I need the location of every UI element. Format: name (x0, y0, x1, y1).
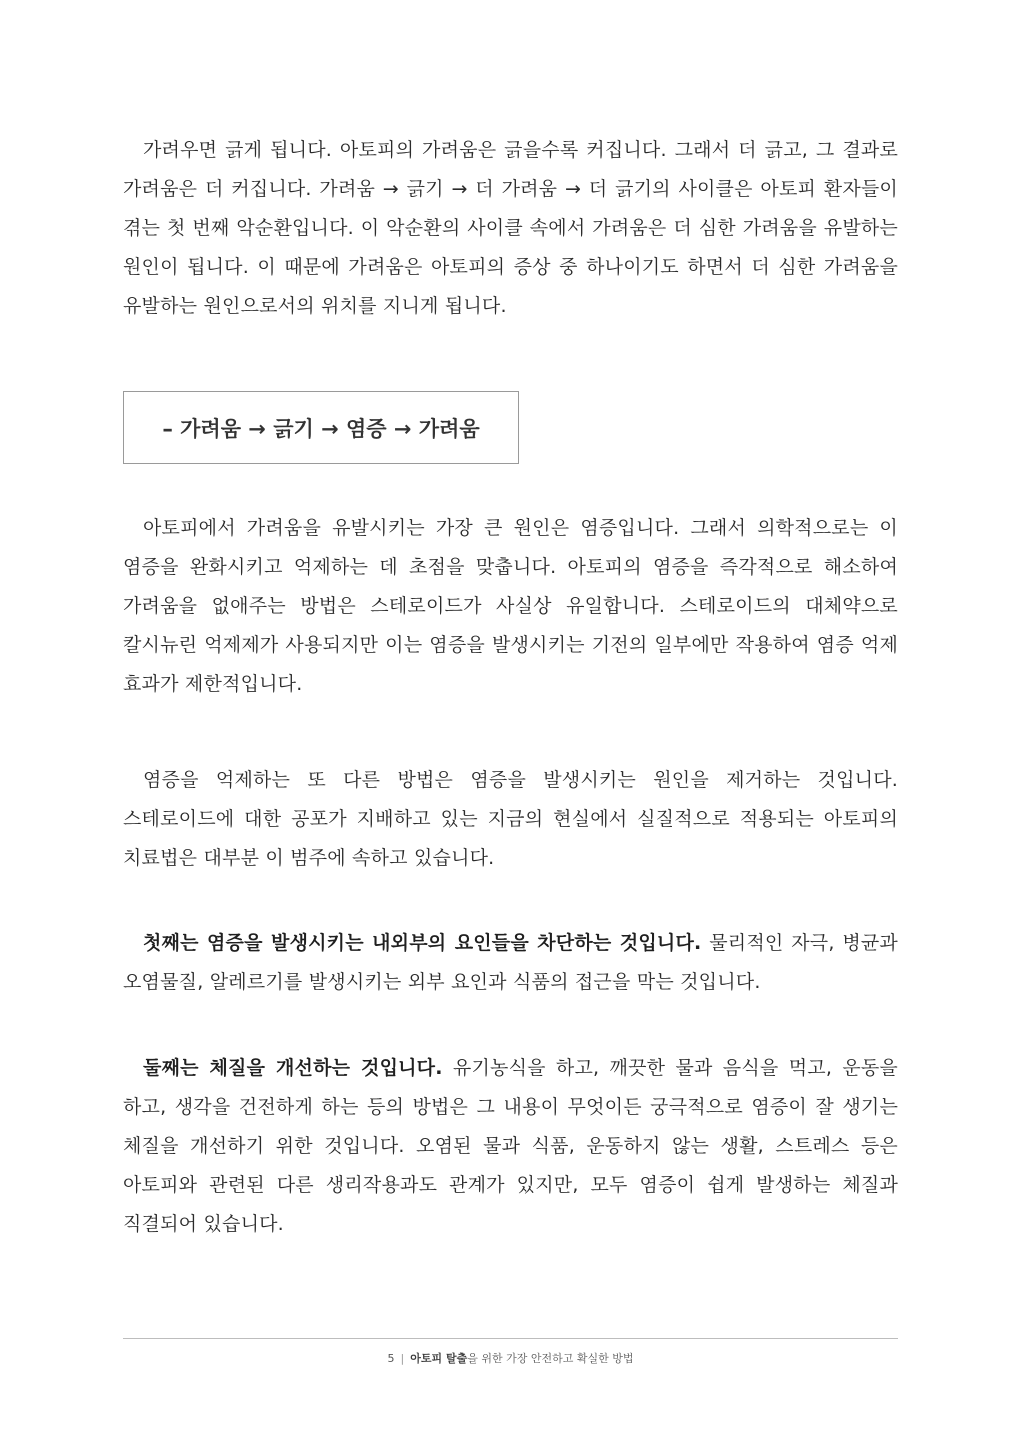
itch-cycle-box: – 가려움 → 긁기 → 염증 → 가려움 (123, 391, 519, 464)
footer-separator: | (400, 1352, 405, 1365)
page-footer (123, 1350, 898, 1366)
page-number: 5 (387, 1352, 395, 1365)
paragraph-second-method (123, 1049, 898, 1244)
footer-title-rest: 을 위한 가장 안전하고 확실한 방법 (467, 1352, 634, 1365)
paragraph-inflammation-cause: 아토피에서 가려움을 유발시키는 가장 큰 원인은 염증입니다. 그래서 의학적으로는 이 염증을 완화시키고 억제하는 데 초점을 맞춥니다. 아토피의 염증을 즉각적으로 해소하여 가려움을 없애주는 방법은 스테로이드가 사실상 유일합니다. 스테로이드의 대체약으로 칼시뉴린 억제제가 사용되지만 이는 염증을 발생시키는 기전의 일부에만 작용하여 염증 억제 효과가 제한적입니다. (123, 517, 898, 695)
first-method-heading: 첫째는 염증을 발생시키는 내외부의 요인들을 차단하는 것입니다. (143, 932, 702, 954)
first-method-text: 물리적인 자극, 병균과 오염물질, 알레르기를 발생시키는 외부 요인과 식품의 접근을 막는 것입니다. (123, 932, 898, 993)
paragraph-itch-cycle: 가려우면 긁게 됩니다. 아토피의 가려움은 긁을수록 커집니다. 그래서 더 긁고, 그 결과로 가려움은 더 커집니다. 가려움 → 긁기 → 더 가려움 → 더 긁기의 사이클은 아토피 환자들이 겪는 첫 번째 악순환입니다. 이 악순환의 사이클 속에서 가려움은 더 심한 가려움을 유발하는 원인이 됩니다. 이 때문에 가려움은 아토피의 증상 중 하나이기도 하면서 더 심한 가려움을 유발하는 원인으로서의 위치를 지니게 됩니다. (123, 139, 898, 317)
footer-divider (123, 1338, 898, 1339)
second-method-text: 유기농식을 하고, 깨끗한 물과 음식을 먹고, 운동을 하고, 생각을 건전하게 하는 등의 방법은 그 내용이 무엇이든 궁극적으로 염증이 잘 생기는 체질을 개선하기 위한 것입니다. 오염된 물과 식품, 운동하지 않는 생활, 스트레스 등은 아토피와 관련된 다른 생리작용과도 관계가 있지만, 모두 염증이 쉽게 발생하는 체질과 직결되어 있습니다. (123, 1057, 898, 1235)
paragraph-remove-cause: 염증을 억제하는 또 다른 방법은 염증을 발생시키는 원인을 제거하는 것입니다. 스테로이드에 대한 공포가 지배하고 있는 지금의 현실에서 실질적으로 적용되는 아토피의 치료법은 대부분 이 범주에 속하고 있습니다. (123, 769, 898, 869)
paragraph-first-method (123, 924, 898, 1002)
footer-title-bold: 아토피 탈출 (410, 1352, 468, 1365)
second-method-heading: 둘째는 체질을 개선하는 것입니다. (143, 1057, 443, 1079)
